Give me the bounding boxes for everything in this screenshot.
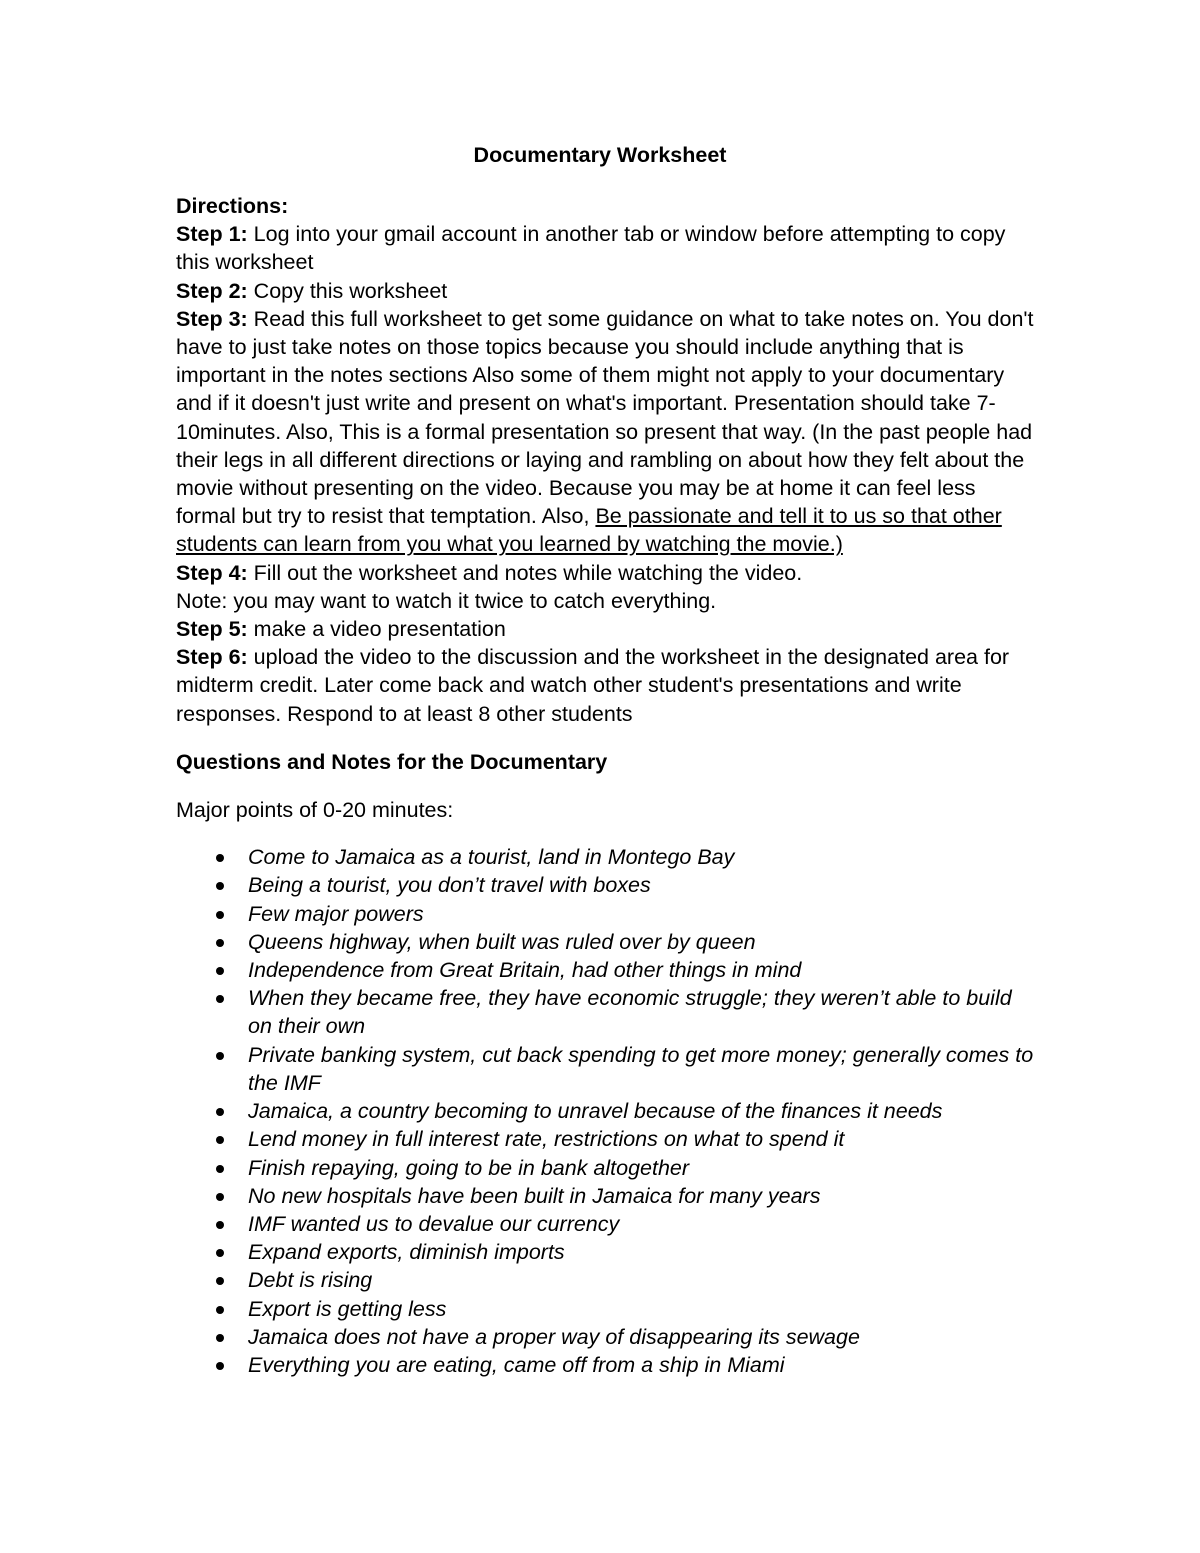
list-item-text: Finish repaying, going to be in bank altogether (248, 1155, 690, 1180)
list-item (176, 843, 1036, 871)
list-item (176, 900, 1036, 928)
bullet-icon (216, 1221, 224, 1229)
list-item (176, 928, 1036, 956)
list-item-text: IMF wanted us to devalue our currency (248, 1211, 620, 1236)
step-1-text: Log into your gmail account in another tab or window before attempting to copy this worksheet (176, 222, 1006, 275)
list-item-text: Jamaica does not have a proper way of disappearing its sewage (248, 1324, 860, 1349)
step-5-text: make a video presentation (247, 617, 506, 642)
bullet-icon (216, 1165, 224, 1173)
step-5 (176, 615, 1036, 643)
list-item-text: Few major powers (248, 901, 424, 926)
bullet-icon (216, 911, 224, 919)
bullet-icon (216, 1277, 224, 1285)
step-1 (176, 220, 1036, 276)
list-item (176, 1266, 1036, 1294)
list-item-text: Come to Jamaica as a tourist, land in Montego Bay (248, 845, 735, 870)
notes-list (176, 843, 1036, 1379)
bullet-icon (216, 995, 224, 1003)
bullet-icon (216, 854, 224, 862)
list-item (176, 984, 1036, 1040)
list-item-text: Independence from Great Britain, had other things in mind (248, 958, 802, 983)
list-item-text: No new hospitals have been built in Jamaica for many years (248, 1183, 821, 1208)
list-item-text: Expand exports, diminish imports (248, 1240, 565, 1265)
list-item (176, 1154, 1036, 1182)
list-item-text: Queens highway, when built was ruled over by queen (248, 929, 756, 954)
step-2-label: Step 2: (176, 278, 248, 303)
list-item (176, 1041, 1036, 1097)
list-item-text: Lend money in full interest rate, restrictions on what to spend it (248, 1127, 845, 1152)
step-6-label: Step 6: (176, 645, 248, 670)
bullet-icon (216, 1193, 224, 1201)
bullet-icon (216, 1362, 224, 1370)
list-item (176, 1323, 1036, 1351)
document-page (176, 140, 1036, 1379)
list-item-text: When they became free, they have economic struggle; they weren’t able to build on their own (248, 986, 1012, 1039)
bullet-icon (216, 1136, 224, 1144)
bullet-icon (216, 882, 224, 890)
step-3-underlined-text: Be passionate and tell it to us so that other students can learn from you what you learned by watching the movie.) (176, 504, 1002, 557)
step-3-label: Step 3: (176, 306, 248, 331)
step-2-text: Copy this worksheet (247, 278, 448, 303)
list-item (176, 1295, 1036, 1323)
major-points-label: Major points of 0-20 minutes: (176, 798, 454, 823)
bullet-icon (216, 1306, 224, 1314)
step-4 (176, 559, 1036, 587)
list-item (176, 956, 1036, 984)
bullet-icon (216, 1334, 224, 1342)
step-1-label: Step 1: (176, 222, 248, 247)
bullet-icon (216, 1052, 224, 1060)
list-item-text: Private banking system, cut back spending to get more money; generally comes to the IMF (248, 1042, 1034, 1095)
bullet-icon (216, 939, 224, 947)
list-item (176, 1210, 1036, 1238)
step-6-text: upload the video to the discussion and the worksheet in the designated area for midterm credit. Later come back and watch other student's presentations and write responses. Respond to at least 8 other students (176, 645, 1010, 726)
list-item (176, 1238, 1036, 1266)
step-5-label: Step 5: (176, 617, 248, 642)
step-4-text: Fill out the worksheet and notes while watching the video. (247, 560, 803, 585)
document-title: Documentary Worksheet (473, 143, 727, 167)
questions-heading: Questions and Notes for the Documentary (176, 749, 608, 774)
bullet-icon (216, 1108, 224, 1116)
list-item (176, 1182, 1036, 1210)
bullet-icon (216, 967, 224, 975)
list-item-text: Being a tourist, you don’t travel with boxes (248, 873, 651, 898)
list-item (176, 871, 1036, 899)
list-item-text: Export is getting less (248, 1296, 447, 1321)
list-item-text: Debt is rising (248, 1268, 373, 1293)
bullet-icon (216, 1249, 224, 1257)
list-item (176, 1097, 1036, 1125)
note-text: Note: you may want to watch it twice to catch everything. (176, 588, 717, 613)
step-3-text: Read this full worksheet to get some guidance on what to take notes on. You don't have to just take notes on those topics because you should include anything that is important in the notes sections Also some of them might not apply to your documentary and if it doesn't just write and present on what's important. Presentation should take 7-10minutes. Also, This is a formal presentation so present that way. (In the past people had their legs in all different directions or laying and rambling on about how they felt about the movie without presenting on the video. Because you may be at home it can feel less formal but try to resist that temptation. Also, (176, 306, 1034, 529)
step-6 (176, 643, 1036, 728)
step-3 (176, 305, 1036, 559)
list-item (176, 1351, 1036, 1379)
list-item-text: Jamaica, a country becoming to unravel because of the finances it needs (248, 1099, 943, 1124)
list-item-text: Everything you are eating, came off from a ship in Miami (248, 1352, 785, 1377)
step-4-label: Step 4: (176, 560, 248, 585)
directions-heading: Directions: (176, 194, 289, 218)
list-item (176, 1125, 1036, 1153)
step-2 (176, 277, 1036, 305)
